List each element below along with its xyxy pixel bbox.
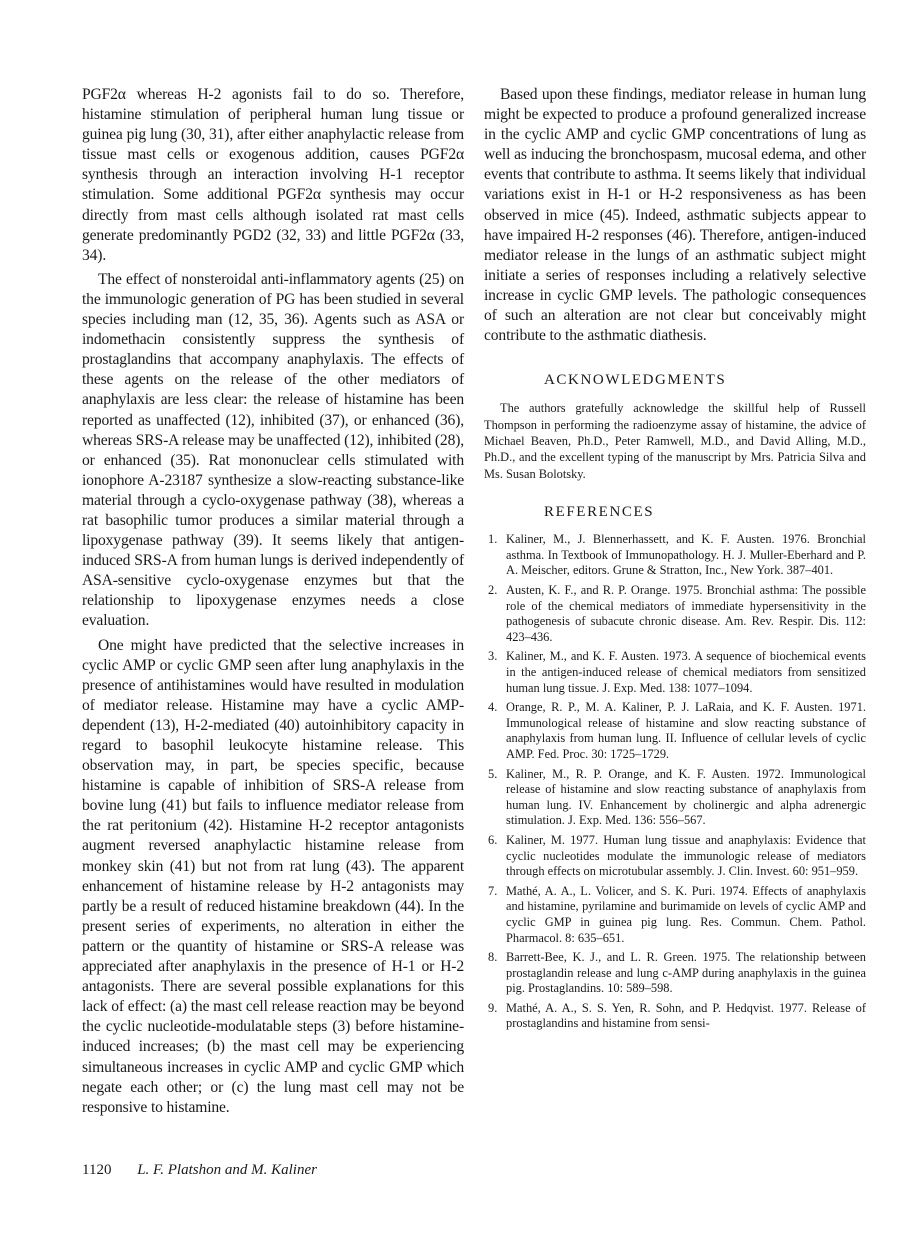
acknowledgments-text: The authors gratefully acknowledge the skillful help of Russell Thompson in performing the radioenzyme assay of histamine, the advice of Michael Beaven, Ph.D., Peter Ramwell, M.D., and David Alling, M.D., Ph.D., and the excellent typing of the manuscript by Mrs. Patricia Silva and Ms. Susan Bolotsky. <box>484 401 866 481</box>
reference-item: 6. Kaliner, M. 1977. Human lung tissue and anaphylaxis: Evidence that cyclic nucleotides modulate the immunologic release of mediators through effects on microtubular assembly. J. Clin. Invest. 60: 951–959. <box>488 832 866 879</box>
reference-item: 1. Kaliner, M., J. Blennerhassett, and K. F. Austen. 1976. Bronchial asthma. In Textbook of Immunopathology. H. J. Muller-Eberhard and P. A. Meischer, editors. Grune & Stratton, Inc., New York. 387–401. <box>488 532 866 578</box>
running-authors: L. F. Platshon and M. Kaliner <box>137 1162 317 1178</box>
paragraph: One might have predicted that the selective increases in cyclic AMP or cyclic GMP seen after lung anaphylaxis in the presence of antihistamines would have resulted in modulation of mediator release. Histamine may have a cyclic AMP-dependent (13), H-2-mediated (40) autoinhibitory capacity in regard to basophil leukocyte histamine release. This observation may, in part, be species specific, because histamine is capable of inhibition of SRS-A release from bovine lung (41) but fails to influence mediator release from the rat peritonium (42). Histamine H-2 receptor antagonists augment reversed anaphylactic histamine release from monkey skin (41) but not from rat lung (43). The apparent enhancement of histamine release by H-2 antagonists may partly be a result of reduced histamine breakdown (44). In the present series of experiments, no alteration in either the pattern or the quantity of histamine or SRS-A release was appreciated after anaphylaxis in the presence of H-1 or H-2 antagonists. There are several possible explanations for this lack of effect: (a) the mast cell release reaction may be beyond the cyclic nucleotide-modulatable steps (3) before histamine-induced increases; (b) the mast cell may be experiencing simultaneous increases in cyclic AMP and cyclic GMP which negate each other; or (c) the lung mast cell may not be responsive to histamine. <box>82 636 464 1116</box>
reference-item: 8. Barrett-Bee, K. J., and L. R. Green. 1975. The relationship between prostaglandin release and lung c-AMP during anaphylaxis in the guinea pig. Prostaglandins. 10: 589–598. <box>488 950 866 996</box>
reference-item: 5. Kaliner, M., R. P. Orange, and K. F. Austen. 1972. Immunological release of histamine and slow reacting substance of anaphylaxis from human lung. IV. Enhancement by cholinergic and alpha adrenergic stimulation. J. Exp. Med. 136: 556–567. <box>488 766 866 828</box>
reference-item: 4. Orange, R. P., M. A. Kaliner, P. J. LaRaia, and K. F. Austen. 1971. Immunological release of histamine and slow reacting substance of anaphylaxis from human lung. II. Influence of cellular levels of cyclic AMP. Fed. Proc. 30: 1725–1729. <box>488 700 866 761</box>
paragraph: PGF2α whereas H-2 agonists fail to do so. Therefore, histamine stimulation of peripheral human lung tissue or guinea pig lung (30, 31), after either anaphylactic release from tissue mast cells or exogenous addition, causes PGF2α synthesis through an interaction involving H-1 receptor stimulation. Some additional PGF2α synthesis may occur directly from mast cells although isolated rat mast cells generate predominantly PGD2 (32, 33) and little PGF2α (33, 34). <box>82 86 464 264</box>
acknowledgments-heading: ACKNOWLEDGMENTS <box>544 372 727 389</box>
reference-item: 7. Mathé, A. A., L. Volicer, and S. K. Puri. 1974. Effects of anaphylaxis and histamine, pyrilamine and burimamide on levels of cyclic AMP and cyclic GMP in guinea pig lung. Res. Commun. Chem. Pathol. Pharmacol. 8: 635–651. <box>488 883 866 945</box>
paragraph: The effect of nonsteroidal anti-inflammatory agents (25) on the immunologic generation of PG has been studied in several species including man (12, 35, 36). Agents such as ASA or indomethacin consistently suppress the synthesis of prostaglandins that accompany anaphylaxis. The effects of these agents on the release of the other mediators of anaphylaxis are less clear: the release of histamine has been reported as unaffected (12), inhibited (37), or enhanced (36), whereas SRS-A release may be unaffected (12), inhibited (28), or enhanced (35). Rat mononuclear cells stimulated with ionophore A-23187 synthesize a slow-reacting substance-like material through a cyclo-oxygenase pathway (38), whereas a rat basophilic tumor produces a similar material through a lipoxygenase pathway (39). It seems likely that antigen-induced SRS-A from human lungs is derived independently of ASA-sensitive cyclo-oxygenase enzymes but that the relationship to lipoxygenase enzymes needs a close evaluation. <box>82 270 465 630</box>
paragraph: Based upon these findings, mediator release in human lung might be expected to produce a profound generalized increase in the cyclic AMP and cyclic GMP concentrations of lung as well as inducing the bronchospasm, mucosal edema, and other events that contribute to asthma. It seems likely that individual variations exist in H-1 or H-2 responsiveness as has been observed in mice (45). Indeed, asthmatic subjects appear to have impaired H-2 responses (46). Therefore, antigen-induced mediator release in the lungs of an asthmatic subject might initiate a series of responses including a relatively selective increase in cyclic GMP levels. The pathologic consequences of such an alteration are not clear but conceivably might contribute to the asthmatic diathesis. <box>484 86 866 345</box>
right-column <box>484 85 866 1036</box>
page-footer <box>82 1162 317 1179</box>
references-heading: REFERENCES <box>544 504 655 521</box>
reference-item: 9. Mathé, A. A., S. S. Yen, R. Sohn, and P. Hedqvist. 1977. Release of prostaglandins and histamine from sensi- <box>488 1000 866 1031</box>
page-number: 1120 <box>82 1162 112 1178</box>
left-column <box>82 85 464 1122</box>
reference-list <box>484 532 866 1032</box>
reference-item: 3. Kaliner, M., and K. F. Austen. 1973. A sequence of biochemical events in the antigen-induced release of chemical mediators from sensitized human lung tissue. J. Exp. Med. 138: 1077–1094. <box>488 649 866 695</box>
reference-item: 2. Austen, K. F., and R. P. Orange. 1975. Bronchial asthma: The possible role of the chemical mediators of immediate hypersensitivity in the pathogenesis of subacute chronic disease. Am. Rev. Respir. Dis. 112: 423–436. <box>488 583 866 644</box>
